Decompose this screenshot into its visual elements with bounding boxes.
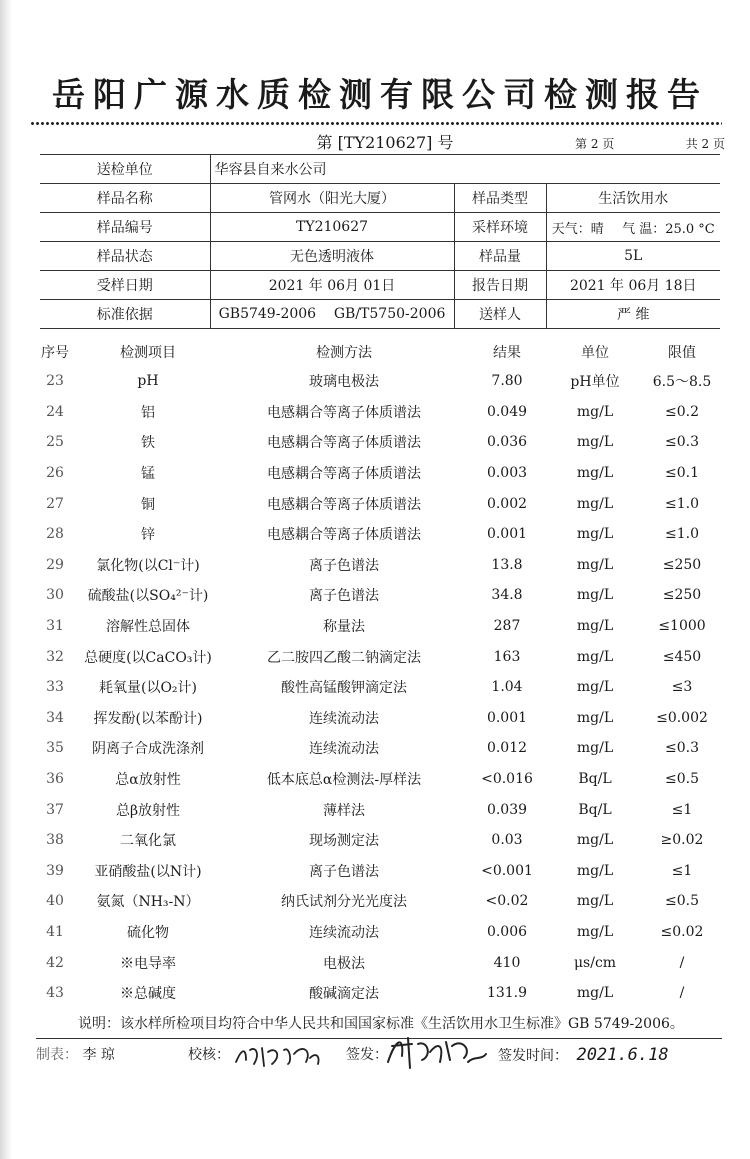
cell-result: 0.012 <box>486 740 528 757</box>
report-date-label: 报告日期 <box>454 271 546 300</box>
signature-divider <box>36 1038 722 1039</box>
table-row <box>38 947 724 978</box>
cell-limit: ≤0.3 <box>665 434 699 451</box>
cell-method: 低本底总α检测法-厚样法 <box>266 772 422 789</box>
cell-limit: ≤1 <box>671 862 693 879</box>
cell-method: 酸性高锰酸钾滴定法 <box>281 680 407 697</box>
cell-limit: ≥0.02 <box>660 832 704 849</box>
cell-no: 37 <box>46 801 64 818</box>
standard-label: 标准依据 <box>40 300 210 329</box>
conclusion-note: 说明：该水样所检项目均符合中华人民共和国国家标准《生活饮用水卫生标准》GB 5749-2006。 <box>78 1016 684 1032</box>
table-row <box>38 703 724 734</box>
results-header-row <box>38 338 724 366</box>
cell-item: ※总碱度 <box>120 986 176 1003</box>
cell-method: 电感耦合等离子体质谱法 <box>267 435 421 452</box>
table-row <box>38 427 724 458</box>
cell-unit: mg/L <box>576 618 614 635</box>
cell-method: 离子色谱法 <box>309 863 379 880</box>
cell-result: 34.8 <box>491 587 523 604</box>
cell-result: 0.003 <box>486 465 528 482</box>
cell-no: 31 <box>46 618 64 635</box>
cell-no: 32 <box>46 648 64 665</box>
cell-item: 溶解性总固体 <box>106 619 190 636</box>
table-row <box>38 580 724 611</box>
checked-by <box>188 1044 230 1066</box>
state-value: 无色透明液体 <box>210 242 454 271</box>
cell-item: 硫酸盐(以SO₄²⁻计) <box>87 588 209 605</box>
cell-method: 连续流动法 <box>309 741 379 758</box>
cell-unit: mg/L <box>576 526 614 543</box>
cell-limit: ≤0.1 <box>665 465 699 482</box>
info-row-dates <box>40 271 720 300</box>
cell-method: 离子色谱法 <box>309 557 379 574</box>
cell-result: 0.036 <box>486 434 528 451</box>
cell-item: 挥发酚(以苯酚计) <box>93 710 203 727</box>
cell-no: 42 <box>46 954 64 971</box>
cell-item: ※电导率 <box>120 955 176 972</box>
sample-no-label: 样品编号 <box>40 213 210 242</box>
table-row <box>38 886 724 917</box>
cell-no: 43 <box>46 985 64 1002</box>
sample-info-table <box>40 154 720 329</box>
table-row <box>38 856 724 887</box>
issued-label: 签发： <box>346 1047 388 1063</box>
table-row <box>38 794 724 825</box>
table-row <box>38 397 724 428</box>
page-current: 第 2 页 <box>575 137 615 151</box>
cell-result: 131.9 <box>486 985 528 1002</box>
sender-value: 严 维 <box>546 300 720 329</box>
cell-no: 41 <box>46 923 64 940</box>
cell-method: 薄样法 <box>323 802 365 819</box>
table-row <box>38 733 724 764</box>
col-header-limit: 限值 <box>668 345 696 361</box>
cell-no: 39 <box>46 862 64 879</box>
cell-limit: / <box>679 985 685 1002</box>
table-row <box>38 519 724 550</box>
table-row <box>38 366 724 397</box>
cell-no: 34 <box>46 709 64 726</box>
info-row-standard <box>40 300 720 329</box>
cell-method: 酸碱滴定法 <box>309 986 379 1003</box>
submitter-value: 华容县自来水公司 <box>210 155 720 184</box>
col-header-result: 结果 <box>493 345 521 361</box>
checked-label: 校核： <box>188 1047 230 1063</box>
table-row <box>38 488 724 519</box>
cell-item: 二氧化氯 <box>120 833 176 850</box>
prepared-by <box>36 1044 115 1066</box>
cell-limit: ≤0.5 <box>665 771 699 788</box>
cell-item: 耗氧量(以O₂计) <box>98 680 197 697</box>
amount-value: 5L <box>546 242 720 271</box>
cell-item: 铁 <box>141 435 155 452</box>
cell-result: 0.001 <box>486 709 528 726</box>
cell-item: 锰 <box>141 466 155 483</box>
cell-no: 23 <box>46 373 64 390</box>
cell-item: 总硬度(以CaCO₃计) <box>84 649 212 666</box>
cell-unit: μs/cm <box>573 954 617 971</box>
prepared-name: 李 琼 <box>82 1047 115 1063</box>
cell-method: 连续流动法 <box>309 710 379 727</box>
cell-no: 40 <box>46 893 64 910</box>
cell-unit: mg/L <box>576 495 614 512</box>
cell-result: 163 <box>493 648 521 665</box>
sample-type-value: 生活饮用水 <box>546 184 720 213</box>
amount-label: 样品量 <box>454 242 546 271</box>
cell-limit: ≤250 <box>662 556 702 573</box>
table-row <box>38 611 724 642</box>
sample-name-value: 管网水（阳光大厦） <box>210 184 454 213</box>
cell-item: 铜 <box>141 496 155 513</box>
cell-result: 410 <box>493 954 521 971</box>
cell-item: 总β放射性 <box>115 802 181 819</box>
cell-method: 称量法 <box>323 619 365 636</box>
table-row <box>38 458 724 489</box>
env-temp: 气 温：25.0 °C <box>622 221 715 237</box>
cell-unit: mg/L <box>576 893 614 910</box>
table-row <box>38 764 724 795</box>
sample-no-value: TY210627 <box>210 213 454 242</box>
cell-limit: ≤0.5 <box>665 893 699 910</box>
report-date-value: 2021 年 06月 18日 <box>546 271 720 300</box>
env-label: 采样环境 <box>454 213 546 242</box>
cell-method: 电感耦合等离子体质谱法 <box>267 404 421 421</box>
cell-result: 0.039 <box>486 801 528 818</box>
cell-limit: ≤250 <box>662 587 702 604</box>
cell-no: 33 <box>46 679 64 696</box>
dotted-divider <box>30 121 722 129</box>
cell-no: 24 <box>46 403 64 420</box>
cell-no: 29 <box>46 556 64 573</box>
cell-limit: ≤0.002 <box>656 709 708 726</box>
cell-no: 28 <box>46 526 64 543</box>
issue-time-label: 签发时间： <box>498 1048 568 1064</box>
cell-unit: mg/L <box>576 465 614 482</box>
cell-method: 现场测定法 <box>309 833 379 850</box>
col-header-item: 检测项目 <box>120 345 176 361</box>
cell-unit: mg/L <box>576 832 614 849</box>
cell-no: 25 <box>46 434 64 451</box>
cell-method: 离子色谱法 <box>309 588 379 605</box>
cell-no: 36 <box>46 771 64 788</box>
cell-item: 锌 <box>141 527 155 544</box>
info-row-sample-no <box>40 213 720 242</box>
cell-result: <0.001 <box>481 862 533 879</box>
col-header-no: 序号 <box>41 345 69 361</box>
recv-date-label: 受样日期 <box>40 271 210 300</box>
cell-limit: / <box>679 954 685 971</box>
results-body <box>38 366 724 1008</box>
cell-result: 0.002 <box>486 495 528 512</box>
cell-unit: mg/L <box>576 403 614 420</box>
cell-limit: 6.5～8.5 <box>652 374 712 391</box>
recv-date-value: 2021 年 06月 01日 <box>210 271 454 300</box>
cell-no: 27 <box>46 495 64 512</box>
cell-item: 阴离子合成洗涤剂 <box>92 741 204 758</box>
env-value <box>546 213 720 242</box>
info-row-submitter <box>40 155 720 184</box>
cell-result: 287 <box>493 618 521 635</box>
scan-edge-shadow <box>0 0 12 1159</box>
cell-item: pH <box>137 373 159 390</box>
cell-no: 26 <box>46 465 64 482</box>
cell-unit: mg/L <box>576 923 614 940</box>
table-row <box>38 550 724 581</box>
env-weather: 天气：晴 <box>551 221 604 237</box>
cell-item: 总α放射性 <box>115 772 181 789</box>
cell-limit: ≤0.2 <box>665 403 699 420</box>
cell-item: 硫化物 <box>127 924 169 941</box>
cell-item: 亚硝酸盐(以N计) <box>94 863 202 880</box>
cell-unit: mg/L <box>576 648 614 665</box>
table-row <box>38 825 724 856</box>
cell-method: 电感耦合等离子体质谱法 <box>267 527 421 544</box>
page-info <box>575 135 725 153</box>
cell-limit: ≤0.3 <box>665 740 699 757</box>
cell-item: 铝 <box>141 404 155 421</box>
cell-limit: ≤1000 <box>658 618 706 635</box>
cell-no: 30 <box>46 587 64 604</box>
cell-result: 7.80 <box>491 373 523 390</box>
cell-unit: mg/L <box>576 862 614 879</box>
cell-item: 氯化物(以Cl⁻计) <box>96 557 200 574</box>
sample-name-label: 样品名称 <box>40 184 210 213</box>
issuer-signature <box>382 1032 492 1072</box>
cell-unit: mg/L <box>576 434 614 451</box>
cell-unit: mg/L <box>576 679 614 696</box>
standard-value: GB5749-2006 GB/T5750-2006 <box>210 300 454 329</box>
cell-unit: Bq/L <box>578 801 612 818</box>
cell-unit: pH单位 <box>570 374 620 391</box>
cell-method: 电感耦合等离子体质谱法 <box>267 466 421 483</box>
cell-method: 连续流动法 <box>309 924 379 941</box>
sample-type-label: 样品类型 <box>454 184 546 213</box>
col-header-unit: 单位 <box>581 345 609 361</box>
cell-result: 0.03 <box>491 832 523 849</box>
issue-time-value: 2021.6.18 <box>576 1045 669 1065</box>
cell-result: <0.016 <box>481 771 533 788</box>
cell-method: 电感耦合等离子体质谱法 <box>267 496 421 513</box>
cell-method: 电极法 <box>323 955 365 972</box>
report-title: 岳阳广源水质检测有限公司检测报告 <box>52 75 708 114</box>
sender-label: 送样人 <box>454 300 546 329</box>
cell-limit: ≤3 <box>671 679 693 696</box>
cell-result: 0.001 <box>486 526 528 543</box>
table-row <box>38 672 724 703</box>
table-row <box>38 641 724 672</box>
state-label: 样品状态 <box>40 242 210 271</box>
prepared-label: 制表： <box>36 1047 78 1063</box>
cell-no: 38 <box>46 832 64 849</box>
cell-result: 1.04 <box>491 679 523 696</box>
report-number: 第 [TY210627] 号 <box>316 133 454 152</box>
issue-time <box>498 1044 669 1067</box>
table-row <box>38 978 724 1009</box>
cell-limit: ≤450 <box>662 648 702 665</box>
checker-signature <box>232 1040 324 1070</box>
cell-limit: ≤1.0 <box>665 495 699 512</box>
cell-item: 氨氮（NH₃-N） <box>96 894 200 911</box>
cell-result: 13.8 <box>491 556 523 573</box>
cell-unit: mg/L <box>576 709 614 726</box>
cell-result: 0.006 <box>486 923 528 940</box>
cell-limit: ≤1 <box>671 801 693 818</box>
cell-result: <0.02 <box>485 893 529 910</box>
info-row-sample-name <box>40 184 720 213</box>
cell-method: 乙二胺四乙酸二钠滴定法 <box>267 649 421 666</box>
cell-unit: Bq/L <box>578 771 612 788</box>
cell-result: 0.049 <box>486 403 528 420</box>
submitter-label: 送检单位 <box>40 155 210 184</box>
table-row <box>38 917 724 948</box>
page-total: 共 2 页 <box>685 137 725 151</box>
col-header-method: 检测方法 <box>316 345 372 361</box>
cell-no: 35 <box>46 740 64 757</box>
cell-unit: mg/L <box>576 556 614 573</box>
cell-limit: ≤0.02 <box>660 923 704 940</box>
cell-method: 纳氏试剂分光光度法 <box>281 894 407 911</box>
cell-limit: ≤1.0 <box>665 526 699 543</box>
cell-unit: mg/L <box>576 587 614 604</box>
results-table <box>38 338 724 1008</box>
info-row-state <box>40 242 720 271</box>
cell-unit: mg/L <box>576 985 614 1002</box>
cell-unit: mg/L <box>576 740 614 757</box>
cell-method: 玻璃电极法 <box>309 374 379 391</box>
